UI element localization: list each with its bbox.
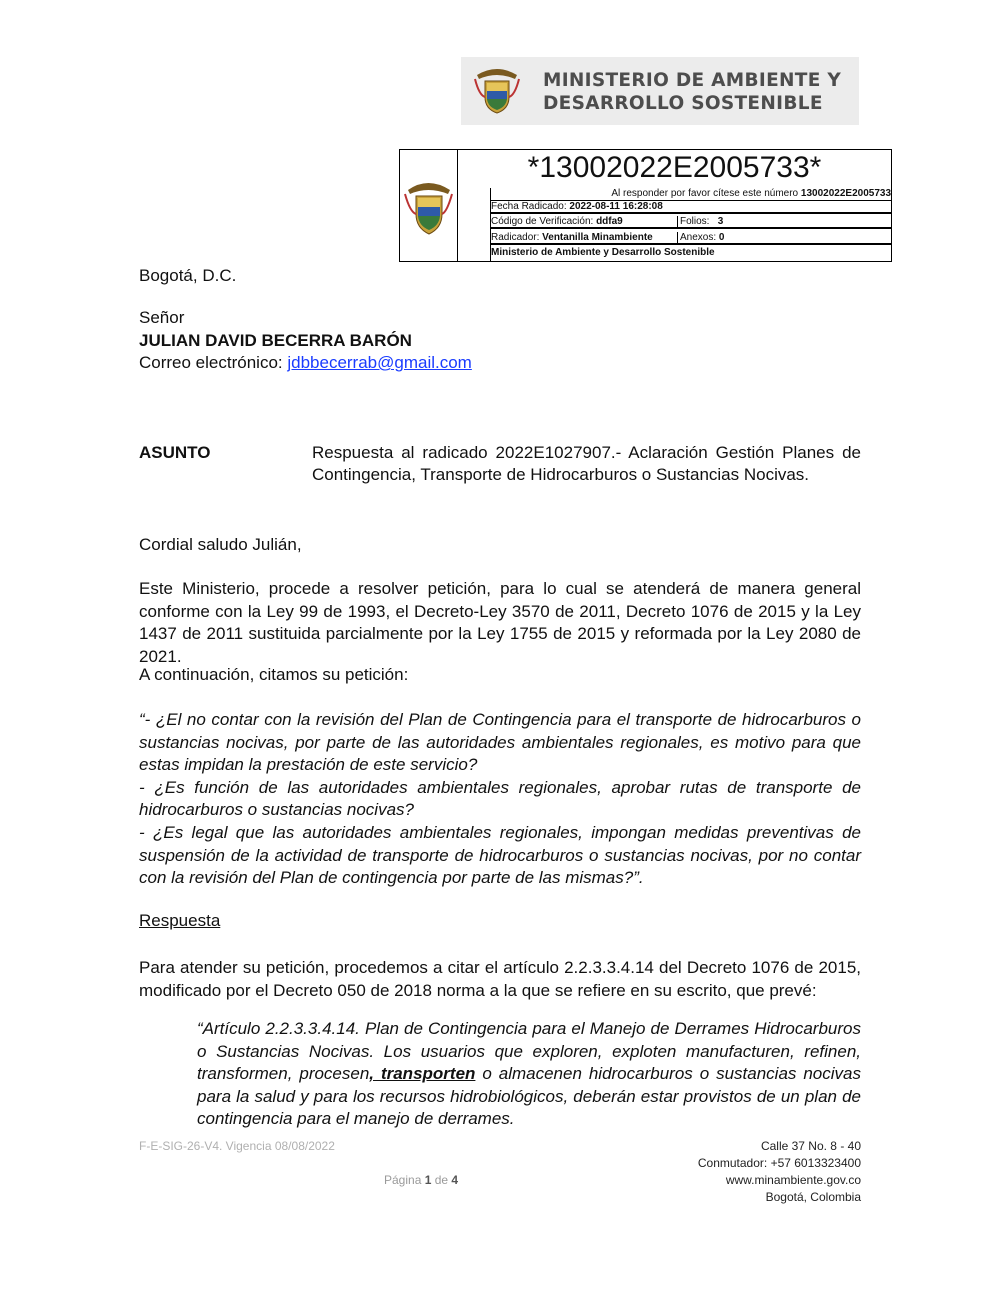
ministry-name-line1: MINISTERIO DE AMBIENTE Y (543, 70, 842, 91)
petition-question-3: - ¿Es legal que las autoridades ambientales regionales, impongan medidas preventivas de suspensión de la actividad de transporte de hidrocarburos o sustancias nocivas, por no contar con la revisión del Plan de contingencia por parte de las mismas?”. (139, 822, 861, 888)
paragraph-intro: Este Ministerio, procede a resolver petición, para lo cual se atenderá de manera general conforme con la Ley 99 de 1993, el Decreto-Ley 3570 de 2011, Decreto 1076 de 2015 y la Ley 1437 de 2011 sustituida parcialmente por la Ley 1755 de 2015 y reformada por la Ley 2080 de 2021. (139, 579, 861, 666)
fecha-radicado: Fecha Radicado: 2022-08-11 16:28:08 (491, 201, 891, 214)
asunto-text: Respuesta al radicado 2022E1027907.- Aclaración Gestión Planes de Contingencia, Transporte de Hidrocarburos o Sustancias Nocivas. (312, 443, 861, 484)
paragraph-citation-intro: A continuación, citamos su petición: (139, 665, 409, 684)
recipient-name: JULIAN DAVID BECERRA BARÓN (139, 331, 412, 350)
respuesta-heading: Respuesta (139, 911, 221, 930)
cite-line: Al responder por favor cítese este número 13002022E2005733 (491, 188, 891, 201)
form-code: F-E-SIG-26-V4. Vigencia 08/08/2022 (139, 1139, 335, 1153)
salutation-title: Señor (139, 308, 185, 327)
radicado-logo (400, 150, 458, 261)
radicado-number: *13002022E2005733* (527, 151, 822, 184)
contact-block (698, 1138, 861, 1206)
page-number: Página 1 de 4 (384, 1173, 459, 1187)
petition-question-2: - ¿Es función de las autoridades ambientales regionales, aprobar rutas de transporte de hidrocarburos o sustancias nocivas? (139, 777, 861, 820)
petition-question-1: “- ¿El no contar con la revisión del Plan de Contingencia para el transporte de hidrocarburos o sustancias nocivas, por parte de las autoridades ambientales regionales, es motivo para que estas impidan la prestación de este servicio? (139, 710, 861, 775)
greeting: Cordial saludo Julián, (139, 535, 302, 554)
ministry-logo-banner (461, 57, 859, 125)
email-link[interactable]: jdbbecerrab@gmail.com (287, 353, 472, 372)
coat-of-arms-icon (400, 150, 457, 261)
entity-name: Ministerio de Ambiente y Desarrollo Sostenible (491, 247, 715, 258)
address: Calle 37 No. 8 - 40 (760, 1139, 861, 1153)
radicado-stamp (399, 149, 892, 262)
coat-of-arms-icon (471, 65, 523, 117)
city-date: Bogotá, D.C. (139, 266, 237, 285)
phone: Conmutador: +57 6013323400 (697, 1156, 861, 1170)
radicador: Radicador: Ventanilla Minambiente Anexos: 0 (491, 232, 891, 245)
petition-quote (139, 709, 861, 890)
codigo-verificacion: Código de Verificación: ddfa9 Folios: 3 (491, 216, 891, 229)
footer-city: Bogotá, Colombia (765, 1190, 861, 1204)
website: www.minambiente.gov.co (725, 1173, 861, 1187)
ministry-name-line2: DESARROLLO SOSTENIBLE (543, 93, 823, 114)
paragraph-response: Para atender su petición, procedemos a citar el artículo 2.2.3.3.4.14 del Decreto 1076 de 2015, modificado por el Decreto 050 de 2018 norma a la que se refiere en su escrito, que prevé: (139, 958, 861, 1000)
asunto-label: ASUNTO (139, 443, 211, 462)
article-emphasis: , transporten (369, 1064, 476, 1084)
recipient-email: Correo electrónico: jdbbecerrab@gmail.com (139, 353, 472, 372)
article-quote: “Artículo 2.2.3.3.4.14. Plan de Contingencia para el Manejo de Derrames Hidrocarburos o Sustancias Nocivas. Los usuarios que exploren, exploten manufacturen, refinen, transformen, procesen, transporten o almacenen hidrocarburos o sustancias nocivas para la salud y para los recursos hidrobiológicos, deberán estar provistos de un plan de contingencia para el manejo de derrames. (197, 1019, 861, 1129)
